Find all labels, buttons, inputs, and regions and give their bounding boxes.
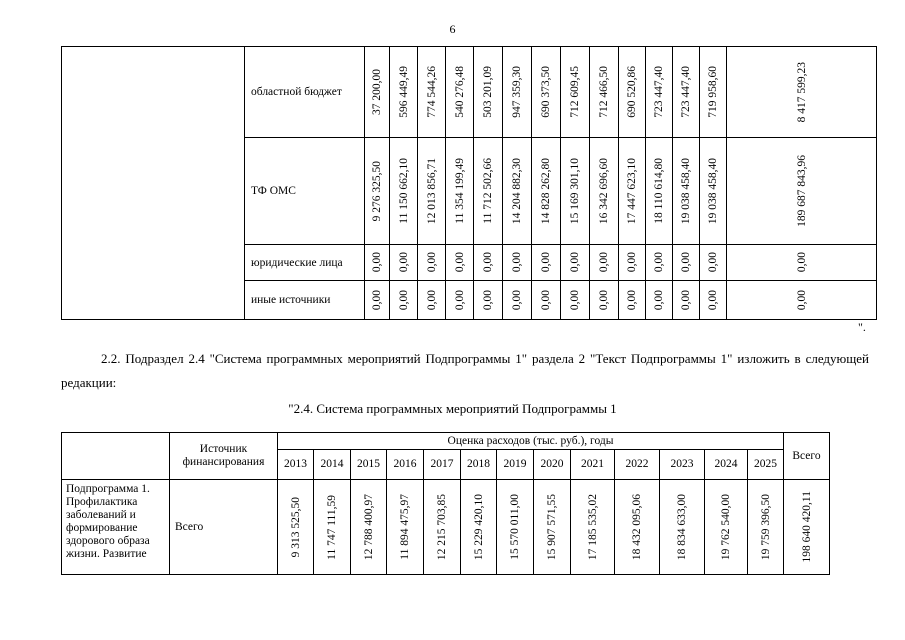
year-header: 2016 xyxy=(387,450,424,480)
value-cell xyxy=(646,245,673,281)
value-text: 11 747 111,59 xyxy=(326,494,338,560)
value-text: 0,00 xyxy=(680,289,692,311)
value-text: 19 038 458,40 xyxy=(680,157,692,225)
value-cell xyxy=(673,245,700,281)
value-text: 12 788 400,97 xyxy=(362,493,375,561)
funding-table-continued xyxy=(61,46,877,320)
value-cell xyxy=(700,281,727,320)
value-text: 0,00 xyxy=(707,252,719,273)
value-text: 0,00 xyxy=(511,289,523,311)
value-cell xyxy=(615,480,660,575)
value-text: 690 373,50 xyxy=(540,66,552,118)
value-text: 503 201,09 xyxy=(482,66,494,118)
value-cell xyxy=(619,47,646,138)
value-text: 0,00 xyxy=(626,289,638,311)
value-cell xyxy=(700,47,727,138)
program-name-cell: Подпрограмма 1. Профилактика заболеваний и формирование здорового образа жизни. Развитие xyxy=(62,480,170,575)
value-text: 0,00 xyxy=(680,252,692,273)
source-value-cell: Всего xyxy=(170,480,278,575)
total-cell xyxy=(727,281,877,320)
value-text: 0,00 xyxy=(653,289,665,311)
value-cell xyxy=(700,245,727,281)
value-text: 9 313 525,50 xyxy=(289,496,302,558)
year-header: 2021 xyxy=(571,450,615,480)
value-text: 9 276 325,50 xyxy=(371,160,383,222)
value-text: 19 038 458,40 xyxy=(707,157,719,225)
value-cell xyxy=(503,245,532,281)
value-cell xyxy=(673,138,700,245)
program-header-cell xyxy=(62,433,170,480)
value-cell xyxy=(446,281,474,320)
value-text: 0,00 xyxy=(540,252,552,273)
value-cell xyxy=(418,245,446,281)
value-text: 540 276,48 xyxy=(453,66,466,118)
value-cell xyxy=(561,245,590,281)
value-cell xyxy=(390,281,418,320)
value-cell xyxy=(497,480,534,575)
value-cell xyxy=(590,245,619,281)
value-text: 37 200,00 xyxy=(371,69,383,115)
value-text: 15 169 301,10 xyxy=(569,157,581,225)
value-cell xyxy=(418,281,446,320)
value-cell xyxy=(390,47,418,138)
value-cell xyxy=(673,47,700,138)
value-cell xyxy=(365,281,390,320)
value-cell xyxy=(561,138,590,245)
closing-quote-mark: ". xyxy=(858,320,866,334)
value-text: 0,00 xyxy=(511,252,523,273)
merged-program-cell xyxy=(62,47,245,320)
value-cell xyxy=(646,47,673,138)
value-text: 596 449,49 xyxy=(397,66,410,118)
value-text: 0,00 xyxy=(397,252,410,273)
table-row xyxy=(62,47,877,138)
value-cell xyxy=(474,245,503,281)
value-text: 12 215 703,85 xyxy=(436,493,448,561)
year-header: 2014 xyxy=(314,450,351,480)
value-cell xyxy=(673,281,700,320)
value-text: 18 834 633,00 xyxy=(676,493,688,561)
value-text: 15 570 011,00 xyxy=(509,494,521,560)
page-number: 6 xyxy=(449,22,456,36)
year-header: 2020 xyxy=(534,450,571,480)
value-cell xyxy=(446,245,474,281)
value-cell xyxy=(532,281,561,320)
value-text: 0,00 xyxy=(371,289,383,311)
total-cell xyxy=(727,245,877,281)
value-cell xyxy=(532,138,561,245)
value-text: 0,00 xyxy=(482,289,494,311)
source-label-cell: иные источники xyxy=(245,281,365,320)
year-header: 2013 xyxy=(278,450,314,480)
value-text: 0,00 xyxy=(626,252,638,273)
value-text: 15 229 420,10 xyxy=(472,493,485,561)
value-cell xyxy=(365,138,390,245)
total-cell xyxy=(784,480,830,575)
value-text: 0,00 xyxy=(598,289,610,311)
year-header: 2018 xyxy=(461,450,497,480)
value-text: 0,00 xyxy=(453,289,466,311)
value-text: 11 354 199,49 xyxy=(453,158,466,224)
value-cell xyxy=(390,245,418,281)
value-cell xyxy=(561,47,590,138)
value-text: 11 712 502,66 xyxy=(482,158,494,224)
value-cell xyxy=(748,480,784,575)
year-header: 2023 xyxy=(660,450,705,480)
value-text: 19 759 396,50 xyxy=(759,493,772,561)
value-text: 14 828 262,80 xyxy=(540,157,552,225)
value-cell xyxy=(474,281,503,320)
value-cell xyxy=(590,281,619,320)
value-cell xyxy=(590,138,619,245)
value-cell xyxy=(418,138,446,245)
value-cell xyxy=(503,47,532,138)
section-heading: "2.4. Система программных мероприятий Подпрограммы 1 xyxy=(288,401,617,416)
total-text: 8 417 599,23 xyxy=(795,61,808,123)
value-text: 0,00 xyxy=(453,252,466,273)
value-cell xyxy=(365,47,390,138)
value-cell xyxy=(365,245,390,281)
year-header: 2025 xyxy=(748,450,784,480)
value-text: 11 150 662,10 xyxy=(397,158,410,224)
value-text: 719 958,60 xyxy=(707,66,719,118)
value-text: 723 447,40 xyxy=(680,66,692,118)
value-cell xyxy=(619,138,646,245)
value-cell xyxy=(534,480,571,575)
value-cell xyxy=(446,138,474,245)
value-cell xyxy=(571,480,615,575)
value-cell xyxy=(424,480,461,575)
value-cell xyxy=(314,480,351,575)
value-cell xyxy=(390,138,418,245)
year-header: 2015 xyxy=(351,450,387,480)
value-cell xyxy=(387,480,424,575)
value-cell xyxy=(278,480,314,575)
value-text: 19 762 540,00 xyxy=(720,493,732,561)
source-label-cell: юридические лица xyxy=(245,245,365,281)
value-text: 947 359,30 xyxy=(511,66,523,118)
estimate-header: Оценка расходов (тыс. руб.), годы xyxy=(278,433,784,450)
value-cell xyxy=(503,138,532,245)
value-cell xyxy=(561,281,590,320)
value-text: 18 432 095,06 xyxy=(631,493,643,561)
total-text: 198 640 420,11 xyxy=(800,491,813,563)
value-text: 14 204 882,30 xyxy=(511,157,523,225)
value-text: 0,00 xyxy=(540,289,552,311)
year-header: 2022 xyxy=(615,450,660,480)
value-text: 12 013 856,71 xyxy=(425,157,438,225)
year-header: 2024 xyxy=(705,450,748,480)
value-cell xyxy=(660,480,705,575)
value-cell xyxy=(532,245,561,281)
source-header: Источник финансирования xyxy=(170,433,278,480)
value-text: 0,00 xyxy=(569,252,581,273)
value-text: 18 110 614,80 xyxy=(653,158,665,224)
value-cell xyxy=(461,480,497,575)
year-header: 2017 xyxy=(424,450,461,480)
value-text: 0,00 xyxy=(569,289,581,311)
value-text: 0,00 xyxy=(425,252,438,273)
total-cell xyxy=(727,47,877,138)
value-text: 11 894 475,97 xyxy=(399,494,411,560)
value-text: 17 185 535,02 xyxy=(586,493,599,561)
value-cell xyxy=(705,480,748,575)
value-cell xyxy=(474,47,503,138)
source-label-cell: ТФ ОМС xyxy=(245,138,365,245)
value-text: 712 466,50 xyxy=(598,66,610,118)
value-text: 712 609,45 xyxy=(569,66,581,118)
program-measures-table xyxy=(61,432,830,575)
value-text: 0,00 xyxy=(425,289,438,311)
value-cell xyxy=(418,47,446,138)
value-text: 0,00 xyxy=(482,252,494,273)
total-header: Всего xyxy=(784,433,830,480)
amendment-paragraph: 2.2. Подраздел 2.4 "Система программных мероприятий Подпрограммы 1" раздела 2 "Текст Подпрограммы 1" изложить в следующей редакции: xyxy=(61,351,869,390)
value-cell xyxy=(700,138,727,245)
value-cell xyxy=(532,47,561,138)
value-cell xyxy=(619,281,646,320)
value-cell xyxy=(446,47,474,138)
source-label-cell: областной бюджет xyxy=(245,47,365,138)
value-cell xyxy=(619,245,646,281)
value-text: 16 342 696,60 xyxy=(598,157,610,225)
total-cell xyxy=(727,138,877,245)
value-text: 774 544,26 xyxy=(425,66,438,118)
value-cell xyxy=(590,47,619,138)
value-text: 0,00 xyxy=(397,289,410,311)
value-cell xyxy=(646,138,673,245)
value-cell xyxy=(474,138,503,245)
value-text: 690 520,86 xyxy=(626,66,638,118)
value-text: 0,00 xyxy=(653,252,665,273)
total-text: 0,00 xyxy=(795,252,808,273)
value-text: 723 447,40 xyxy=(653,66,665,118)
value-cell xyxy=(503,281,532,320)
value-text: 0,00 xyxy=(707,289,719,311)
total-text: 0,00 xyxy=(795,289,808,311)
value-text: 0,00 xyxy=(598,252,610,273)
total-text: 189 687 843,96 xyxy=(795,155,808,227)
value-text: 0,00 xyxy=(371,252,383,273)
value-cell xyxy=(646,281,673,320)
value-cell xyxy=(351,480,387,575)
value-text: 17 447 623,10 xyxy=(626,157,638,225)
year-header: 2019 xyxy=(497,450,534,480)
value-text: 15 907 571,55 xyxy=(546,493,558,561)
